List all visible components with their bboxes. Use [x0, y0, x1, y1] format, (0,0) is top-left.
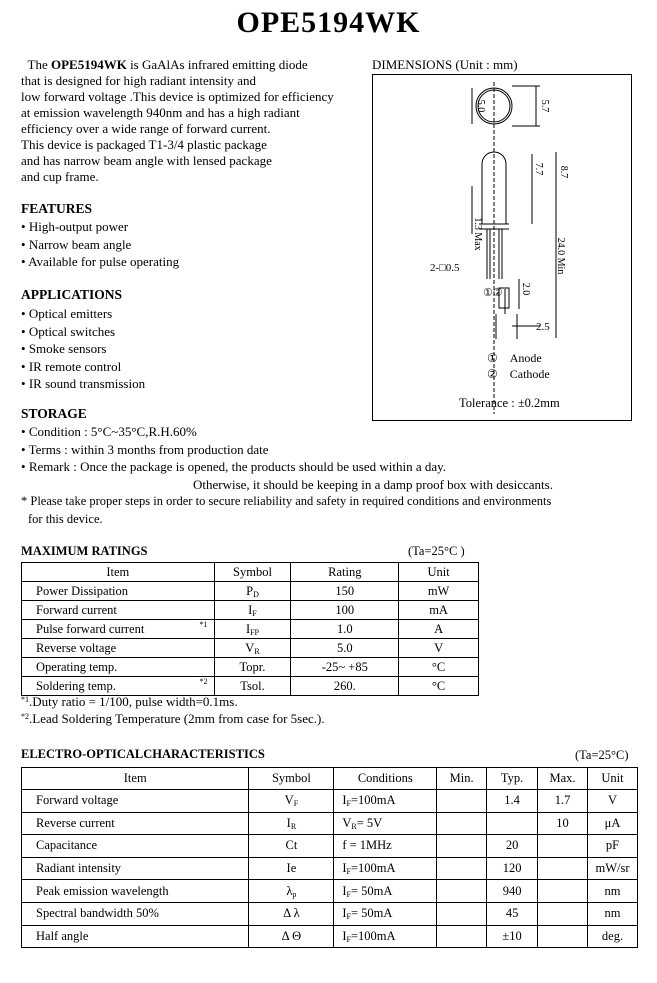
- max-ratings-condition: (Ta=25°C ): [408, 544, 465, 558]
- footnote-1-text: .Duty ratio = 1/100, pulse width=0.1ms.: [29, 694, 238, 709]
- storage-heading: STORAGE: [21, 406, 87, 421]
- feature-item: • Available for pulse operating: [21, 253, 179, 271]
- cell-symbol: [214, 658, 291, 677]
- dim-label-2-0: 2.0: [520, 282, 531, 296]
- col-header: Unit: [399, 563, 479, 582]
- anode-number: ①: [487, 351, 498, 365]
- storage-terms-text: Terms : within 3 months from production date: [28, 441, 269, 457]
- cell-rating: 260.: [291, 677, 399, 696]
- cell-symbol: [214, 582, 291, 601]
- cell-item: Half angle: [22, 925, 249, 948]
- cell-item: [22, 658, 215, 677]
- cell-max: [538, 880, 588, 903]
- cell-symbol: [249, 925, 334, 948]
- storage-condition: • Condition : 5°C~35°C,R.H.60%: [21, 424, 197, 439]
- cond-text: I: [342, 906, 347, 921]
- symbol-sub: R: [254, 646, 260, 656]
- cell-symbol: [214, 620, 291, 639]
- symbol-sub: R: [290, 821, 297, 831]
- footnote-2-text: .Lead Soldering Temperature (2mm from case for 5sec.).: [29, 711, 325, 726]
- table-row: [22, 677, 479, 696]
- footnote-mark: *1: [199, 620, 208, 629]
- cell-max: [538, 857, 588, 880]
- symbol-text: V: [284, 793, 294, 808]
- eo-body: [22, 790, 638, 948]
- cell-typ: ±10: [487, 925, 538, 948]
- cell-symbol: [214, 601, 291, 620]
- application-item: • Smoke sensors: [21, 340, 145, 358]
- table-header-row: [22, 768, 638, 790]
- cond-value: =100mA: [350, 793, 396, 808]
- cell-symbol: [249, 812, 334, 835]
- cond-text: f = 1MHz: [342, 838, 392, 853]
- table-row: [22, 639, 479, 658]
- cell-max: 10: [538, 812, 588, 835]
- cell-typ: 940: [487, 880, 538, 903]
- cell-item: Forward voltage: [22, 790, 249, 813]
- cell-item: Peak emission wavelength: [22, 880, 249, 903]
- cell-min: [437, 812, 487, 835]
- intro-line: low forward voltage .This device is optimized for efficiency: [21, 89, 334, 104]
- cond-sub: F: [346, 912, 351, 922]
- applications-heading: APPLICATIONS: [21, 287, 123, 302]
- table-row: [22, 601, 479, 620]
- cell-max: 1.7: [538, 790, 588, 813]
- cell-unit: °C: [399, 658, 479, 677]
- table-row: [22, 812, 638, 835]
- dim-label-5-7: 5.7: [539, 99, 550, 113]
- footnote-1: [21, 694, 238, 710]
- cell-conditions: [334, 835, 437, 858]
- storage-section: [21, 423, 651, 528]
- dim-label-5-0: 5.0: [475, 99, 486, 113]
- cell-min: [437, 790, 487, 813]
- page-title: OPE5194WK: [236, 6, 421, 39]
- intro-line-text: is GaAlAs infrared emitting diode: [126, 57, 308, 72]
- legend-cathode: [487, 367, 550, 382]
- symbol-sub: D: [253, 589, 259, 599]
- cathode-label: Cathode: [509, 367, 550, 381]
- eo-table: [21, 767, 638, 948]
- application-item: • Optical emitters: [21, 305, 145, 323]
- cell-rating: 1.0: [291, 620, 399, 639]
- anode-label: Anode: [509, 351, 542, 365]
- symbol-sub: p: [292, 889, 297, 899]
- cell-unit: mA: [399, 601, 479, 620]
- features-list: [21, 218, 179, 271]
- symbol-text: V: [245, 640, 255, 655]
- eo-condition: (Ta=25°C): [575, 748, 629, 762]
- pin-marks: ①②: [483, 287, 503, 299]
- symbol-text: Topr.: [239, 659, 266, 674]
- symbol-text: P: [246, 583, 254, 598]
- cell-unit: V: [399, 639, 479, 658]
- item-text: Pulse forward current: [36, 621, 145, 636]
- cond-text: V: [342, 815, 352, 830]
- cell-conditions: [334, 812, 437, 835]
- footnote-2: [21, 711, 325, 727]
- storage-remark-text: Remark : Once the package is opened, the products should be used within a day.: [28, 459, 447, 474]
- col-header: Item: [22, 768, 249, 790]
- col-header: Typ.: [487, 768, 538, 790]
- cell-max: [538, 925, 588, 948]
- symbol-sub: F: [293, 799, 299, 809]
- cell-unit: mW/sr: [587, 857, 637, 880]
- cell-typ: [487, 812, 538, 835]
- cell-rating: 5.0: [291, 639, 399, 658]
- symbol-text: Tsol.: [240, 678, 265, 693]
- cond-value: = 5V: [356, 815, 383, 830]
- cond-value: =100mA: [350, 861, 396, 876]
- dim-label-7-7: 7.7: [533, 162, 544, 176]
- cathode-number: ②: [487, 367, 498, 381]
- cond-sub: F: [346, 799, 351, 809]
- table-row: [22, 902, 638, 925]
- cond-text: I: [342, 861, 347, 876]
- cond-text: I: [342, 883, 347, 898]
- cell-conditions: [334, 880, 437, 903]
- col-header: Conditions: [334, 768, 437, 790]
- dim-label-8-7: 8.7: [558, 165, 569, 179]
- dim-label-1-3: 1.3 Max: [472, 217, 483, 251]
- col-header: Rating: [291, 563, 399, 582]
- table-row: [22, 880, 638, 903]
- cell-min: [437, 925, 487, 948]
- symbol-text: I: [248, 602, 253, 617]
- intro-line: that is designed for high radiant intensity and: [21, 73, 257, 88]
- cell-item: [22, 639, 215, 658]
- cell-symbol: [249, 902, 334, 925]
- tolerance-note: Tolerance : ±0.2mm: [459, 396, 560, 410]
- cell-typ: 45: [487, 902, 538, 925]
- table-row: [22, 658, 479, 677]
- storage-remark: • Remark : Once the package is opened, the products should be used within a day.: [21, 459, 447, 474]
- table-row: [22, 582, 479, 601]
- cell-rating: 150: [291, 582, 399, 601]
- cell-typ: 1.4: [487, 790, 538, 813]
- cell-item: [22, 620, 215, 639]
- symbol-sub: F: [252, 608, 257, 618]
- symbol-text: λ: [286, 883, 293, 898]
- cell-conditions: [334, 857, 437, 880]
- cond-sub: F: [346, 934, 351, 944]
- applications-list: [21, 305, 145, 393]
- cell-item: [22, 582, 215, 601]
- storage-note: * Please take proper steps in order to secure reliability and safety in required conditions and environments: [21, 494, 552, 508]
- col-header: Item: [22, 563, 215, 582]
- item-text: Operating temp.: [36, 659, 118, 674]
- storage-terms: • Terms : within 3 months from production date: [21, 441, 269, 457]
- cell-min: [437, 902, 487, 925]
- storage-note-cont: for this device.: [28, 511, 103, 526]
- dim-label-2-5: 2.5: [536, 321, 550, 333]
- cond-value: =100mA: [350, 928, 396, 943]
- cell-unit: A: [399, 620, 479, 639]
- footnote-2-mark: *2: [21, 712, 29, 721]
- cell-symbol: [249, 790, 334, 813]
- col-header: Max.: [538, 768, 588, 790]
- cell-item: Radiant intensity: [22, 857, 249, 880]
- max-ratings-body: [22, 582, 479, 696]
- application-item: • IR sound transmission: [21, 375, 145, 393]
- cell-rating: 100: [291, 601, 399, 620]
- application-item: • IR remote control: [21, 358, 145, 376]
- cell-symbol: [214, 677, 291, 696]
- cell-max: [538, 835, 588, 858]
- intro-line: This device is packaged T1-3/4 plastic package: [21, 137, 267, 152]
- feature-item: • Narrow beam angle: [21, 236, 179, 254]
- intro-part-number: OPE5194WK: [50, 57, 127, 72]
- cell-conditions: [334, 790, 437, 813]
- cell-symbol: [249, 857, 334, 880]
- col-header: Min.: [437, 768, 487, 790]
- footnote-mark: *2: [199, 677, 208, 686]
- symbol-text: Δ λ: [283, 906, 300, 921]
- cell-typ: 20: [487, 835, 538, 858]
- max-ratings-table: [21, 562, 479, 696]
- intro-lead: The: [27, 57, 51, 72]
- cond-sub: F: [346, 889, 351, 899]
- legend-anode: [487, 351, 542, 366]
- dim-label-lead: 2-□0.5: [430, 262, 460, 274]
- cell-item: [22, 601, 215, 620]
- intro-paragraph: [21, 57, 366, 185]
- item-text: Soldering temp.: [36, 678, 116, 693]
- cell-item: Spectral bandwidth 50%: [22, 902, 249, 925]
- cond-value: = 50mA: [350, 906, 393, 921]
- cond-text: I: [342, 793, 347, 808]
- cell-item: [22, 677, 215, 696]
- dim-label-24-0: 24.0 Min: [555, 237, 566, 275]
- cond-value: = 50mA: [350, 883, 393, 898]
- application-item: • Optical switches: [21, 323, 145, 341]
- table-header-row: [22, 563, 479, 582]
- cell-unit: deg.: [587, 925, 637, 948]
- storage-remark-cont: Otherwise, it should be keeping in a damp proof box with desiccants.: [193, 476, 553, 492]
- cell-conditions: [334, 925, 437, 948]
- footnote-1-mark: *1: [21, 695, 29, 704]
- cell-rating: -25~ +85: [291, 658, 399, 677]
- cell-unit: μA: [587, 812, 637, 835]
- col-header: Unit: [587, 768, 637, 790]
- cell-typ: 120: [487, 857, 538, 880]
- symbol-text: Ct: [285, 838, 298, 853]
- table-row: [22, 620, 479, 639]
- table-row: [22, 790, 638, 813]
- cond-sub: F: [346, 867, 351, 877]
- cell-max: [538, 902, 588, 925]
- symbol-text: I: [245, 621, 251, 636]
- cell-unit: mW: [399, 582, 479, 601]
- cell-min: [437, 880, 487, 903]
- eo-heading: ELECTRO-OPTICALCHARACTERISTICS: [21, 747, 265, 761]
- cell-unit: nm: [587, 880, 637, 903]
- cell-symbol: [249, 835, 334, 858]
- cell-symbol: [249, 880, 334, 903]
- item-text: Power Dissipation: [36, 583, 129, 598]
- cell-min: [437, 835, 487, 858]
- item-text: Reverse voltage: [36, 640, 117, 655]
- col-header: Symbol: [214, 563, 291, 582]
- intro-line: [21, 57, 366, 73]
- symbol-text: Δ Θ: [281, 928, 302, 943]
- intro-line: at emission wavelength 940nm and has a high radiant: [21, 105, 300, 120]
- table-row: [22, 835, 638, 858]
- item-text: Forward current: [36, 602, 117, 617]
- cell-unit: pF: [587, 835, 637, 858]
- features-heading: FEATURES: [21, 201, 93, 216]
- storage-condition-text: Condition : 5°C~35°C,R.H.60%: [28, 424, 197, 439]
- table-row: [22, 925, 638, 948]
- intro-line: and has narrow beam angle with lensed package: [21, 153, 272, 168]
- symbol-sub: FP: [250, 627, 260, 637]
- intro-line: efficiency over a wide range of forward current.: [21, 121, 271, 136]
- cell-conditions: [334, 902, 437, 925]
- cell-item: Reverse current: [22, 812, 249, 835]
- table-row: [22, 857, 638, 880]
- cell-unit: °C: [399, 677, 479, 696]
- symbol-text: Ie: [286, 861, 297, 876]
- dimensions-title: DIMENSIONS (Unit : mm): [372, 57, 518, 72]
- intro-line: and cup frame.: [21, 169, 99, 184]
- max-ratings-heading: MAXIMUM RATINGS: [21, 544, 148, 558]
- cell-unit: V: [587, 790, 637, 813]
- cond-text: I: [342, 928, 347, 943]
- symbol-text: I: [286, 815, 291, 830]
- cond-sub: R: [351, 821, 357, 831]
- cell-item: Capacitance: [22, 835, 249, 858]
- cell-symbol: [214, 639, 291, 658]
- feature-item: • High-output power: [21, 218, 179, 236]
- cell-unit: nm: [587, 902, 637, 925]
- cell-min: [437, 857, 487, 880]
- col-header: Symbol: [249, 768, 334, 790]
